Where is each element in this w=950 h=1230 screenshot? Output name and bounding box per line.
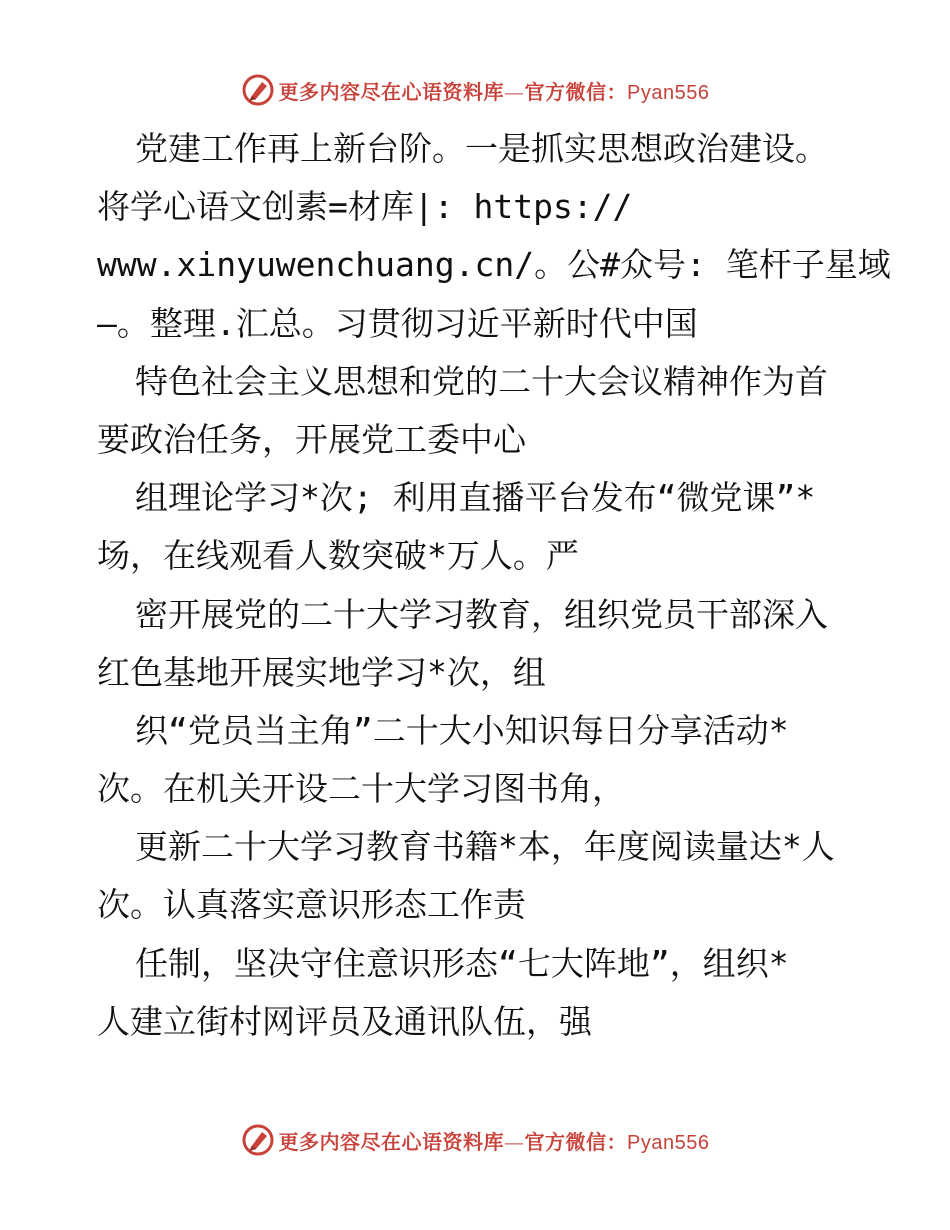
text-line: 组理论学习*次; 利用直播平台发布“微党课”* bbox=[135, 478, 816, 518]
watermark-site: 更多内容尽在心语资料库 bbox=[278, 1129, 505, 1154]
text-line: —。整理.汇总。习贯彻习近平新时代中国 bbox=[97, 303, 698, 343]
watermark-label: 官方微信： bbox=[524, 1129, 628, 1154]
text-line: 红色基地开展实地学习*次，组 bbox=[97, 652, 546, 692]
footer-watermark bbox=[0, 1120, 950, 1160]
text-line: 任制，坚决守住意识形态“七大阵地”，组织* bbox=[135, 943, 789, 983]
watermark-text bbox=[279, 1126, 710, 1155]
header-watermark bbox=[0, 70, 950, 110]
pen-nib-circle-icon bbox=[241, 1123, 275, 1157]
watermark-group bbox=[241, 1123, 710, 1157]
text-line: 密开展党的二十大学习教育，组织党员干部深入 bbox=[135, 594, 828, 634]
text-line: 党建工作再上新台阶。一是抓实思想政治建设。 bbox=[135, 129, 828, 168]
watermark-group bbox=[241, 73, 710, 107]
text-line: 织“党员当主角”二十大小知识每日分享活动* bbox=[135, 710, 789, 750]
watermark-wechat-id: Pyan556 bbox=[627, 1131, 710, 1154]
text-line: 更新二十大学习教育书籍*本，年度阅读量达*人 bbox=[135, 827, 835, 867]
watermark-label: 官方微信： bbox=[524, 79, 628, 104]
text-line: 将学心语文创素=材库|: https:// bbox=[97, 187, 633, 227]
watermark-wechat-id: Pyan556 bbox=[627, 81, 710, 104]
text-line: 次。在机关开设二十大学习图书角， bbox=[97, 769, 625, 809]
document-body bbox=[97, 120, 891, 1051]
watermark-separator: — bbox=[504, 1129, 525, 1154]
watermark-text bbox=[279, 76, 710, 105]
watermark-site: 更多内容尽在心语资料库 bbox=[278, 79, 505, 104]
text-line: www.xinyuwenchuang.cn/。公#众号: 笔杆子星域 bbox=[97, 245, 891, 285]
text-line: 特色社会主义思想和党的二十大会议精神作为首 bbox=[135, 361, 828, 401]
text-line: 次。认真落实意识形态工作责 bbox=[97, 885, 526, 925]
pen-nib-circle-icon bbox=[241, 73, 275, 107]
text-line: 人建立街村网评员及通讯队伍，强 bbox=[97, 1001, 592, 1041]
text-line: 场，在线观看人数突破*万人。严 bbox=[97, 536, 579, 576]
text-line: 要政治任务，开展党工委中心 bbox=[97, 419, 526, 459]
watermark-separator: — bbox=[504, 79, 525, 104]
